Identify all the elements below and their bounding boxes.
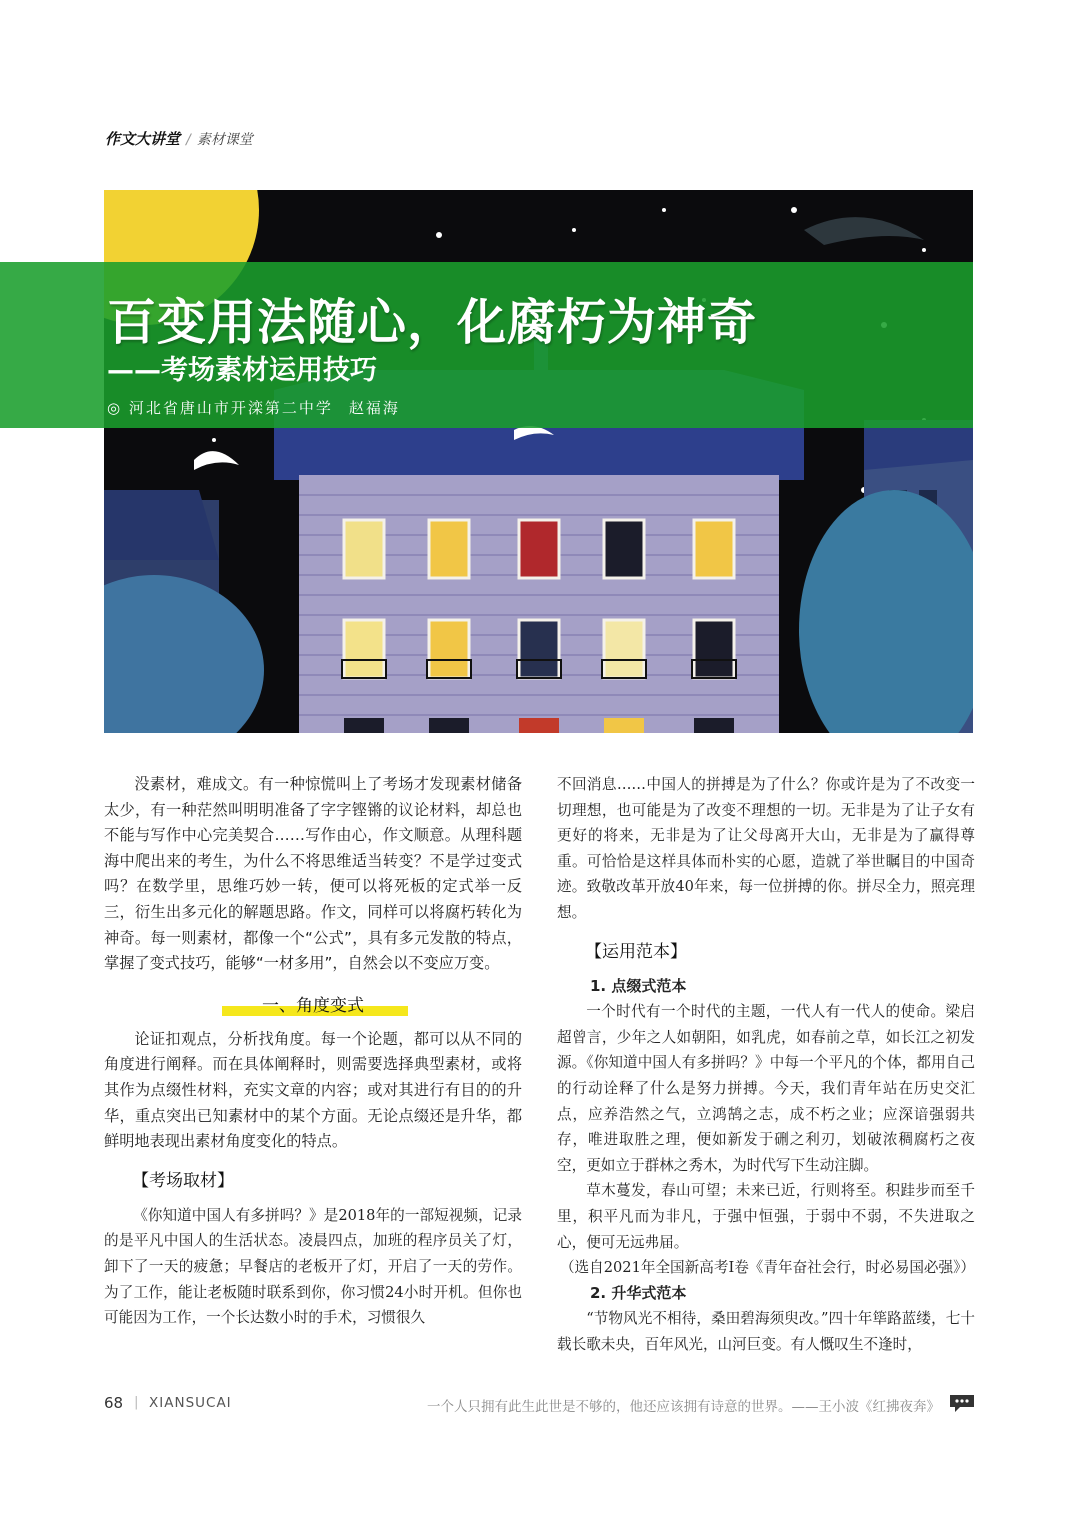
page-number: 68 [104,1394,124,1412]
speech-bubble-icon [948,1393,976,1413]
page-footer [104,1394,976,1414]
material-heading: 【考场取材】 [132,1170,234,1191]
column-brand: 作文大讲堂 [105,130,181,148]
magazine-name: XIANSUCAI [149,1395,232,1411]
section-heading [104,991,522,1021]
right-column [557,772,975,1357]
footer-quote: 一个人只拥有此生此世是不够的，他还应该拥有诗意的世界。——王小波《红拂夜奔》 [427,1399,940,1415]
title-banner [0,262,973,428]
footer-divider: | [134,1394,139,1410]
section-heading-text: 一、角度变式 [262,995,364,1016]
author-school: ◎ 河北省唐山市开滦第二中学 [107,399,333,417]
example-paragraph: 一个时代有一个时代的主题，一代人有一代人的使命。梁启超曾言，少年之人如朝阳，如乳虎，如春前之草，如长江之初发源。《你知道中国人有多拼吗？》中每一个平凡的个体，都用自己的行动诠释了什么是努力拼搏。今天，我们青年站在历史交汇点，应养浩然之气，立鸿鹄之志，成不朽之业；应深谙强弱共存，唯进取胜之理，便如新发于硎之利刃，划破浓稠腐朽之夜空，更如立于群林之秀木，为时代写下生动注脚。 [557,1003,975,1174]
column-section: 素材课堂 [196,132,253,148]
subheading-embellish: 1. 点缀式范本 [590,976,687,995]
example-heading: 【运用范本】 [585,941,687,962]
author-line [107,397,400,418]
left-column [104,772,522,1331]
running-header [105,128,253,149]
article-subtitle: ——考场素材运用技巧 [107,355,377,386]
article-title: 百变用法随心，化腐朽为神奇 [107,294,758,351]
author-name: 赵福海 [348,399,400,417]
intro-paragraph: 没素材，难成文。有一种惊慌叫上了考场才发现素材储备太少，有一种茫然叫明明准备了字字铿锵的议论材料，却总也不能与写作中心完美契合……写作由心，作文顺意。从理科题海中爬出来的考生，为什么不将思维适当转变？不是学过变式吗？在数学里，思维巧妙一转，便可以将死板的定式举一反三，衍生出多元化的解题思路。作文，同样可以将腐朽转化为神奇。每一则素材，都像一个“公式”，具有多元发散的特点，掌握了变式技巧，能够“一材多用”，自然会以不变应万变。 [104,775,522,973]
section-paragraph: 论证扣观点，分析找角度。每一个论题，都可以从不同的角度进行阐释。而在具体阐释时，则需要选择典型素材，或将其作为点缀性材料，充实文章的内容；或对其进行有目的的升华，重点突出已知素材中的某个方面。无论点缀还是升华，都鲜明地表现出素材角度变化的特点。 [104,1029,522,1151]
example-source: （选自2021年全国新高考Ⅰ卷《青年奋社会行，时必易国必强》） [559,1259,975,1277]
subheading-sublimate: 2. 升华式范本 [590,1283,687,1302]
example-paragraph: 草木蔓发，春山可望；未来已近，行则将至。积跬步而至千里，积平凡而为非凡，于强中恒强，于弱中不弱，不失进取之心，便可无远弗届。 [557,1182,975,1251]
material-continued: 不回消息……中国人的拼搏是为了什么？你或许是为了不改变一切理想，也可能是为了改变不理想的一切。无非是为了让子女有更好的将来，无非是为了让父母离开大山，无非是为了赢得尊重。可恰恰是这样具体而朴实的心愿，造就了举世瞩目的中国奇迹。致敬改革开放40年来，每一位拼搏的你。拼尽全力，照亮理想。 [557,776,975,921]
material-paragraph: 《你知道中国人有多拼吗？》是2018年的一部短视频，记录的是平凡中国人的生活状态。凌晨四点，加班的程序员关了灯，卸下了一天的疲惫；早餐店的老板开了灯，开启了一天的劳作。为了工作，能让老板随时联系到你，你习惯24小时开机。但你也可能因为工作，一个长达数小时的手术，习惯很久 [104,1206,522,1327]
example-paragraph: “节物风光不相待，桑田碧海须臾改。”四十年筚路蓝缕，七十载长歌未央，百年风光，山河巨变。有人慨叹生不逢时， [557,1310,975,1353]
header-separator: / [186,132,191,148]
